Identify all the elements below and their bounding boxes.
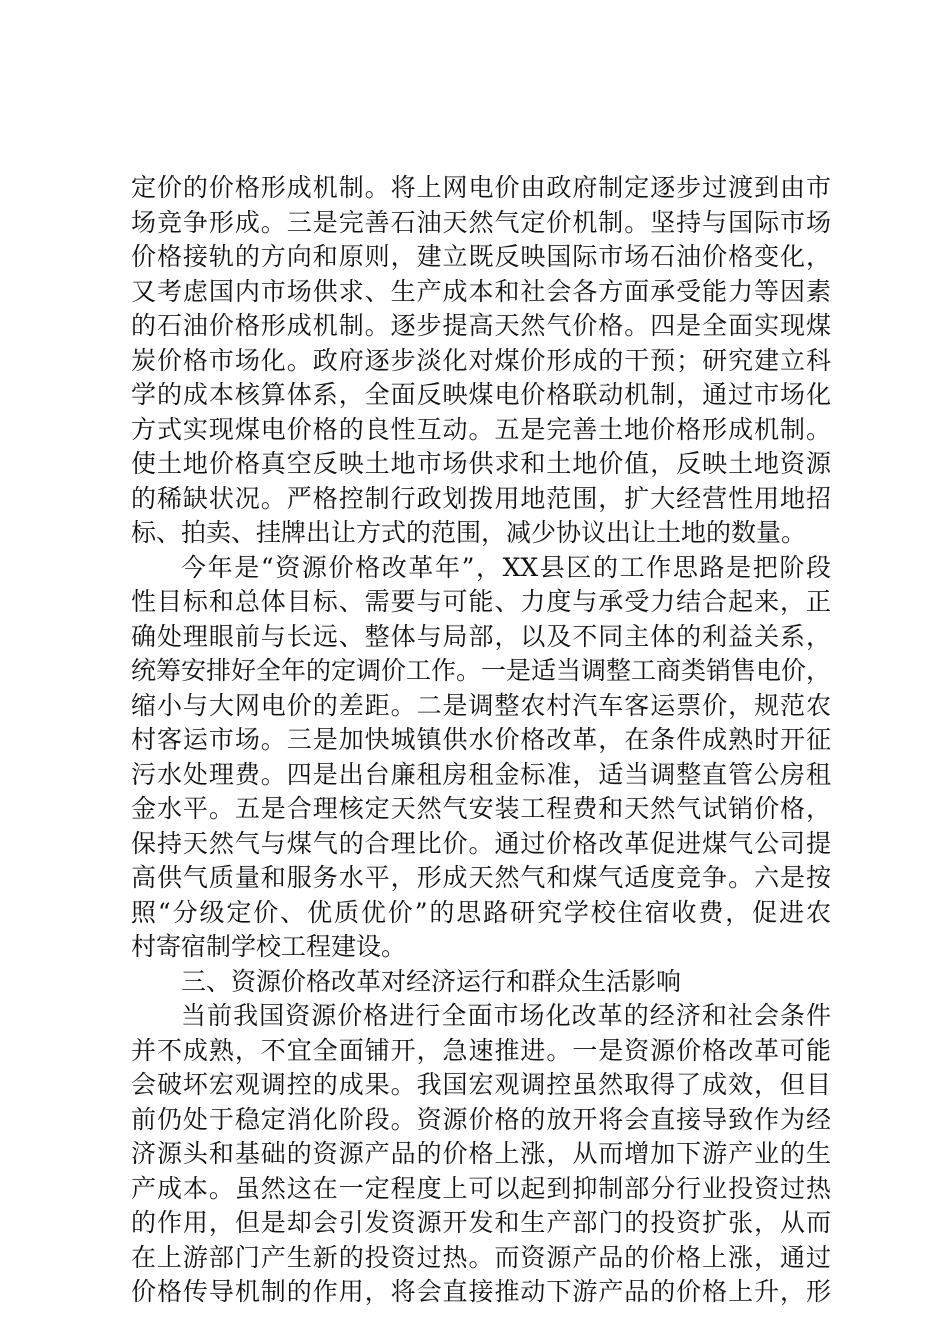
text-line: 在上游部门产生新的投资过热。而资源产品的价格上涨，通过	[131, 1242, 831, 1272]
text-line: 场竞争形成。三是完善石油天然气定价机制。坚持与国际市场	[131, 207, 831, 237]
text-line: 的作用，但是却会引发资源开发和生产部门的投资扩张，从而	[131, 1208, 831, 1237]
text-line: 前仍处于稳定消化阶段。资源价格的放开将会直接导致作为经	[131, 1104, 831, 1134]
text-line: 价格传导机制的作用，将会直接推动下游产品的价格上升，形	[131, 1277, 831, 1306]
body-text	[131, 171, 831, 1310]
text-line: 价格接轨的方向和原则，建立既反映国际市场石油价格变化，	[131, 242, 831, 271]
text-line: 三、资源价格改革对经济运行和群众生活影响	[181, 966, 682, 996]
text-line: 高供气质量和服务水平，形成天然气和煤气适度竞争。六是按	[131, 863, 831, 892]
text-line: 的稀缺状况。严格控制行政划拨用地范围，扩大经营性用地招	[131, 483, 831, 513]
text-line: 统筹安排好全年的定调价工作。一是适当调整工商类销售电价，	[131, 656, 832, 685]
text-line: 当前我国资源价格进行全面市场化改革的经济和社会条件	[181, 1001, 831, 1030]
text-line: 使土地价格真空反映土地市场供求和土地价值，反映土地资源	[131, 449, 831, 478]
text-line: 标、拍卖、挂牌出让方式的范围，减少协议出让土地的数量。	[131, 518, 807, 547]
text-line: 性目标和总体目标、需要与可能、力度与承受力结合起来，正	[131, 587, 831, 616]
text-line: 会破坏宏观调控的成果。我国宏观调控虽然取得了成效，但目	[131, 1070, 831, 1099]
text-line: 保持天然气与煤气的合理比价。通过价格改革促进煤气公司提	[131, 828, 831, 858]
text-line: 今年是“资源价格改革年”，XX县区的工作思路是把阶段	[181, 552, 831, 582]
text-line: 济源头和基础的资源产品的价格上涨，从而增加下游产业的生	[131, 1139, 831, 1168]
text-line: 村寄宿制学校工程建设。	[131, 932, 407, 961]
text-line: 确处理眼前与长远、整体与局部，以及不同主体的利益关系，	[131, 621, 831, 651]
text-line: 又考虑国内市场供求、生产成本和社会各方面承受能力等因素	[131, 276, 831, 306]
text-line: 学的成本核算体系，全面反映煤电价格联动机制，通过市场化	[131, 380, 831, 409]
text-line: 照“分级定价、优质优价”的思路研究学校住宿收费，促进农	[131, 897, 831, 927]
text-line: 产成本。虽然这在一定程度上可以起到抑制部分行业投资过热	[131, 1173, 831, 1203]
text-line: 的石油价格形成机制。逐步提高天然气价格。四是全面实现煤	[131, 311, 831, 340]
text-line: 金水平。五是合理核定天然气安装工程费和天然气试销价格，	[131, 794, 831, 823]
text-line: 方式实现煤电价格的良性互动。五是完善土地价格形成机制。	[131, 414, 831, 444]
text-line: 污水处理费。四是出台廉租房租金标准，适当调整直管公房租	[131, 759, 831, 789]
text-line: 炭价格市场化。政府逐步淡化对煤价形成的干预；研究建立科	[131, 345, 831, 375]
text-line: 并不成熟，不宜全面铺开，急速推进。一是资源价格改革可能	[131, 1035, 831, 1065]
text-line: 定价的价格形成机制。将上网电价由政府制定逐步过渡到由市	[131, 173, 831, 202]
text-line: 村客运市场。三是加快城镇供水价格改革，在条件成熟时开征	[131, 725, 831, 754]
text-line: 缩小与大网电价的差距。二是调整农村汽车客运票价，规范农	[131, 690, 831, 720]
